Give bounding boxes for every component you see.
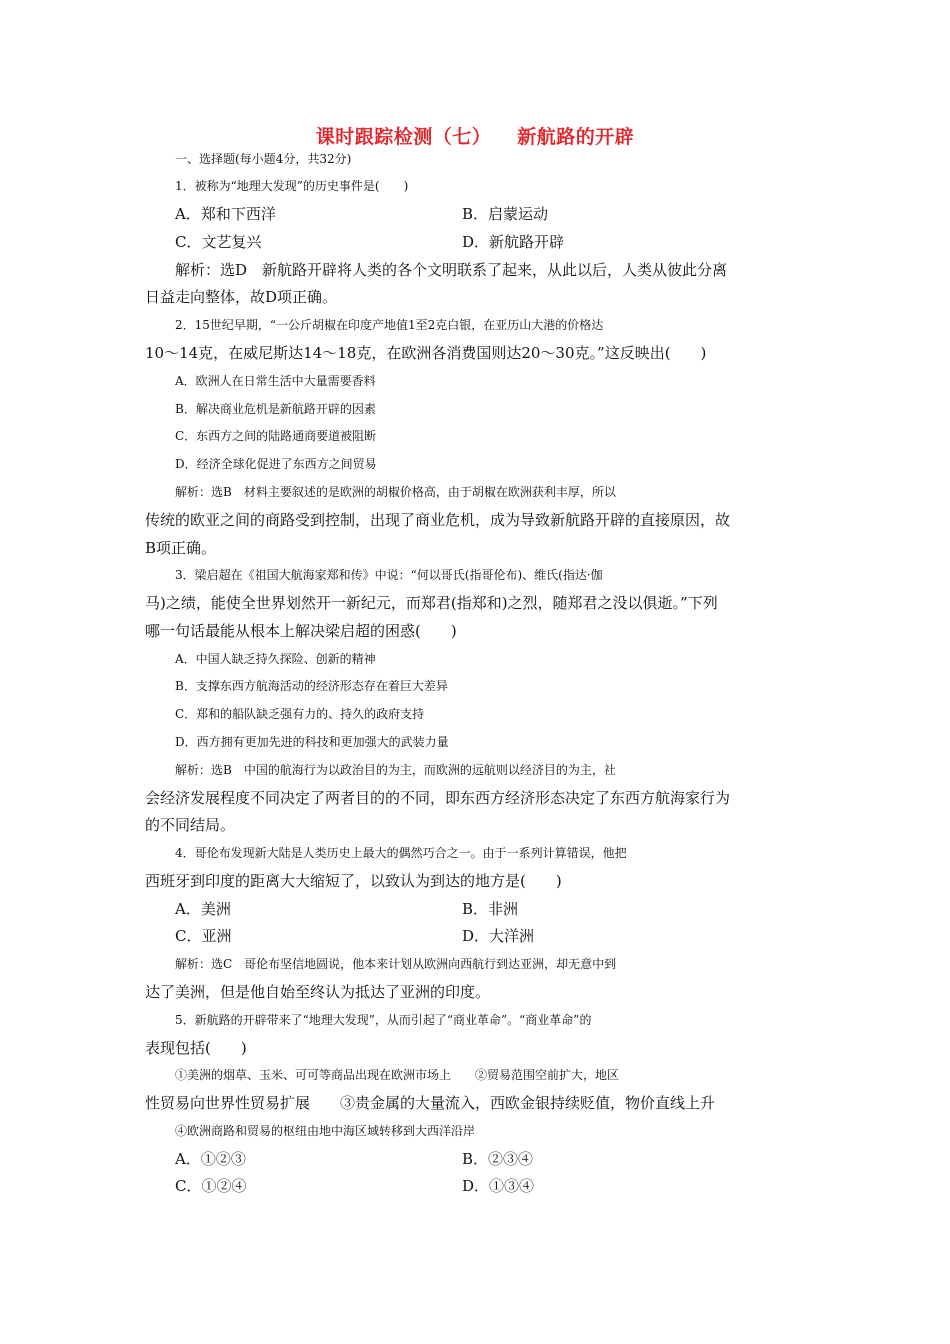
question-3-analysis-cont-2: 的不同结局。 [145, 816, 236, 834]
question-3-option-d: D．西方拥有更加先进的科技和更加强大的武装力量 [175, 735, 449, 749]
question-1-option-a: A．郑和下西洋 [175, 205, 276, 223]
question-2-stem: 2．15世纪早期，“一公斤胡椒在印度产地值1至2克白银，在亚历山大港的价格达 [175, 318, 604, 332]
question-4-stem-cont: 西班牙到印度的距离大大缩短了，以致认为到达的地方是( ) [145, 872, 562, 890]
question-5-stem-cont: 表现包括( ) [145, 1039, 247, 1057]
question-5-option-d: D．①③④ [462, 1177, 535, 1195]
question-4-stem: 4．哥伦布发现新大陆是人类历史上最大的偶然巧合之一。由于一系列计算错误，他把 [175, 846, 627, 860]
question-2-stem-cont: 10～14克，在威尼斯达14～18克，在欧洲各消费国则达20～30克。”这反映出( ) [145, 344, 707, 362]
question-5-option-c: C．①②④ [175, 1177, 247, 1195]
page-title [0, 122, 950, 149]
question-3-option-a: A．中国人缺乏持久探险、创新的精神 [175, 652, 376, 666]
question-2-option-d: D．经济全球化促进了东西方之间贸易 [175, 457, 377, 471]
question-1-analysis: 解析：选D 新航路开辟将人类的各个文明联系了起来，从此以后，人类从彼此分离 [175, 261, 728, 279]
question-4-option-c: C．亚洲 [175, 927, 232, 945]
question-3-stem-cont-2: 哪一句话最能从根本上解决梁启超的困惑( ) [145, 622, 457, 640]
question-4-option-a: A．美洲 [175, 900, 231, 918]
question-3-option-c: C．郑和的船队缺乏强有力的、持久的政府支持 [175, 707, 425, 721]
title-main: 课时跟踪检测（七） [315, 126, 492, 148]
question-5-option-a: A．①②③ [175, 1150, 246, 1168]
question-2-option-a: A．欧洲人在日常生活中大量需要香料 [175, 374, 376, 388]
question-3-stem: 3．梁启超在《祖国大航海家郑和传》中说：“何以哥氏(指哥伦布)、维氏(指达·伽 [175, 568, 603, 582]
question-3-option-b: B．支撑东西方航海活动的经济形态存在着巨大差异 [175, 679, 448, 693]
question-2-option-c: C．东西方之间的陆路通商要道被阻断 [175, 429, 377, 443]
question-1-option-d: D．新航路开辟 [462, 233, 565, 251]
question-4-option-b: B．非洲 [462, 900, 519, 918]
title-topic: 新航路的开辟 [517, 126, 635, 148]
question-4-option-d: D．大洋洲 [462, 927, 535, 945]
question-1-option-c: C．文艺复兴 [175, 233, 262, 251]
question-2-option-b: B．解决商业危机是新航路开辟的因素 [175, 402, 376, 416]
question-5-option-b: B．②③④ [462, 1150, 534, 1168]
question-5-items-line-1: ①美洲的烟草、玉米、可可等商品出现在欧洲市场上 ②贸易范围空前扩大，地区 [175, 1068, 620, 1082]
question-1-analysis-cont: 日益走向整体，故D项正确。 [145, 288, 338, 306]
question-3-stem-cont-1: 马)之绩，能使全世界划然开一新纪元，而郑君(指郑和)之烈，随郑君之没以俱逝。”下列 [145, 594, 718, 612]
question-3-analysis-cont-1: 会经济发展程度不同决定了两者目的的不同，即东西方经济形态决定了东西方航海家行为 [145, 789, 731, 807]
question-5-items-line-2: 性贸易向世界性贸易扩展 ③贵金属的大量流入，西欧金银持续贬值，物价直线上升 [145, 1094, 716, 1112]
section-header: 一、选择题(每小题4分，共32分) [175, 152, 352, 166]
question-4-analysis-cont: 达了美洲，但是他自始至终认为抵达了亚洲的印度。 [145, 983, 491, 1001]
question-4-analysis: 解析：选C 哥伦布坚信地圆说，他本来计划从欧洲向西航行到达亚洲，却无意中到 [175, 957, 617, 971]
question-1-stem: 1．被称为“地理大发现”的历史事件是( ) [175, 179, 409, 193]
question-1-option-b: B．启蒙运动 [462, 205, 549, 223]
question-5-stem: 5．新航路的开辟带来了“地理大发现”，从而引起了“商业革命”。“商业革命”的 [175, 1013, 592, 1027]
question-2-analysis-cont-2: B项正确。 [145, 539, 217, 557]
question-2-analysis-cont-1: 传统的欧亚之间的商路受到控制，出现了商业危机，成为导致新航路开辟的直接原因，故 [145, 511, 731, 529]
question-2-analysis: 解析：选B 材料主要叙述的是欧洲的胡椒价格高，由于胡椒在欧洲获利丰厚，所以 [175, 485, 616, 499]
question-3-analysis: 解析：选B 中国的航海行为以政治目的为主，而欧洲的远航则以经济目的为主，社 [175, 763, 616, 777]
question-5-items-line-3: ④欧洲商路和贸易的枢纽由地中海区域转移到大西洋沿岸 [175, 1124, 476, 1138]
